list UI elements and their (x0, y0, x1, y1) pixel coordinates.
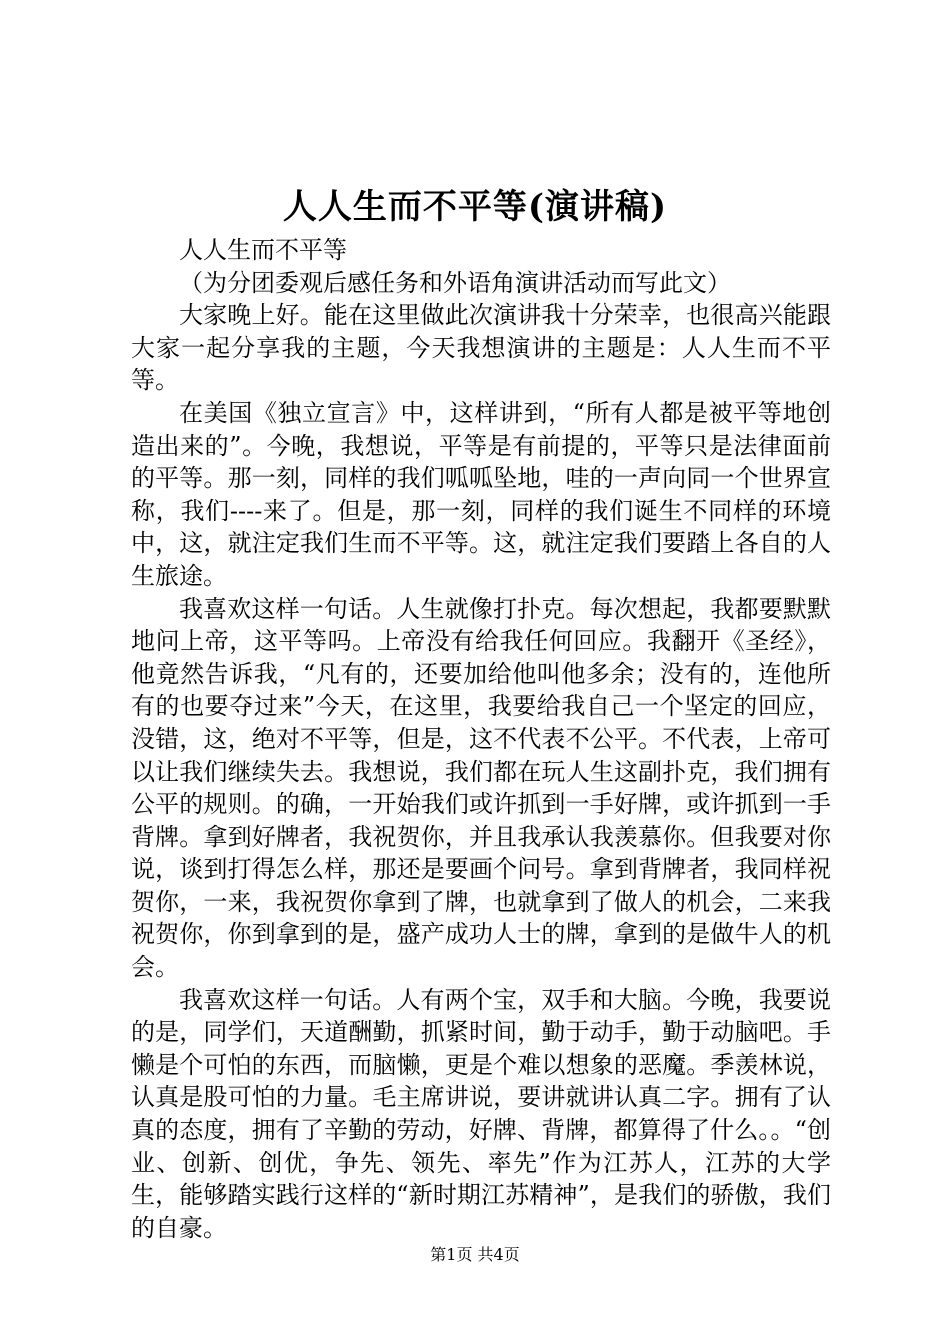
paragraph: 在美国《独立宣言》中，这样讲到，“所有人都是被平等地创造出来的”。今晚，我想说，平等是有前提的，平等只是法律面前的平等。那一刻，同样的我们呱呱坠地，哇的一声向同一个世界宣称，我们----来了。但是，那一刻，同样的我们诞生不同样的环境中，这，就注定我们生而不平等。这，就注定我们要踏上各自的人生旅途。 (131, 398, 831, 590)
document-title: 人人生而不平等(演讲稿) (282, 187, 668, 227)
paragraph: 我喜欢这样一句话。人有两个宝，双手和大脑。今晚，我要说的是，同学们，天道酬勤，抓紧时间，勤于动手，勤于动脑吧。手懒是个可怕的东西，而脑懒，更是个难以想象的恶魔。季羡林说，认真是股可怕的力量。毛主席讲说，要讲就讲认真二字。拥有了认真的态度，拥有了辛勤的劳动，好牌、背牌，都算得了什么。。“创业、创新、创优，争先、领先、率先”作为江苏人，江苏的大学生，能够踏实践行这样的“新时期江苏精神”，是我们的骄傲，我们的自豪。 (131, 985, 831, 1242)
paragraph: 大家晚上好。能在这里做此次演讲我十分荣幸，也很高兴能跟大家一起分享我的主题，今天我想演讲的主题是：人人生而不平等。 (131, 301, 831, 395)
paragraph: 我喜欢这样一句话。人生就像打扑克。每次想起，我都要默默地问上帝，这平等吗。上帝没有给我任何回应。我翻开《圣经》，他竟然告诉我，“凡有的，还要加给他叫他多余；没有的，连他所有的也要夺过来”今天，在这里，我要给我自己一个坚定的回应，没错，这，绝对不平等，但是，这不代表不公平。不代表，上帝可以让我们继续失去。我想说，我们都在玩人生这副扑克，我们拥有公平的规则。的确，一开始我们或许抓到一手好牌，或许抓到一手背牌。拿到好牌者，我祝贺你，并且我承认我羡慕你。但我要对你说，谈到打得怎么样，那还是要画个问号。拿到背牌者，我同样祝贺你，一来，我祝贺你拿到了牌，也就拿到了做人的机会，二来我祝贺你，你到拿到的是，盛产成功人士的牌，拿到的是做牛人的机会。 (131, 594, 831, 982)
document-body (131, 234, 831, 1244)
page-number-footer: 第1页 共4页 (430, 1245, 520, 1264)
paragraph-note: （为分团委观后感任务和外语角演讲活动而写此文） (179, 268, 731, 297)
paragraph-subtitle: 人人生而不平等 (179, 236, 347, 264)
